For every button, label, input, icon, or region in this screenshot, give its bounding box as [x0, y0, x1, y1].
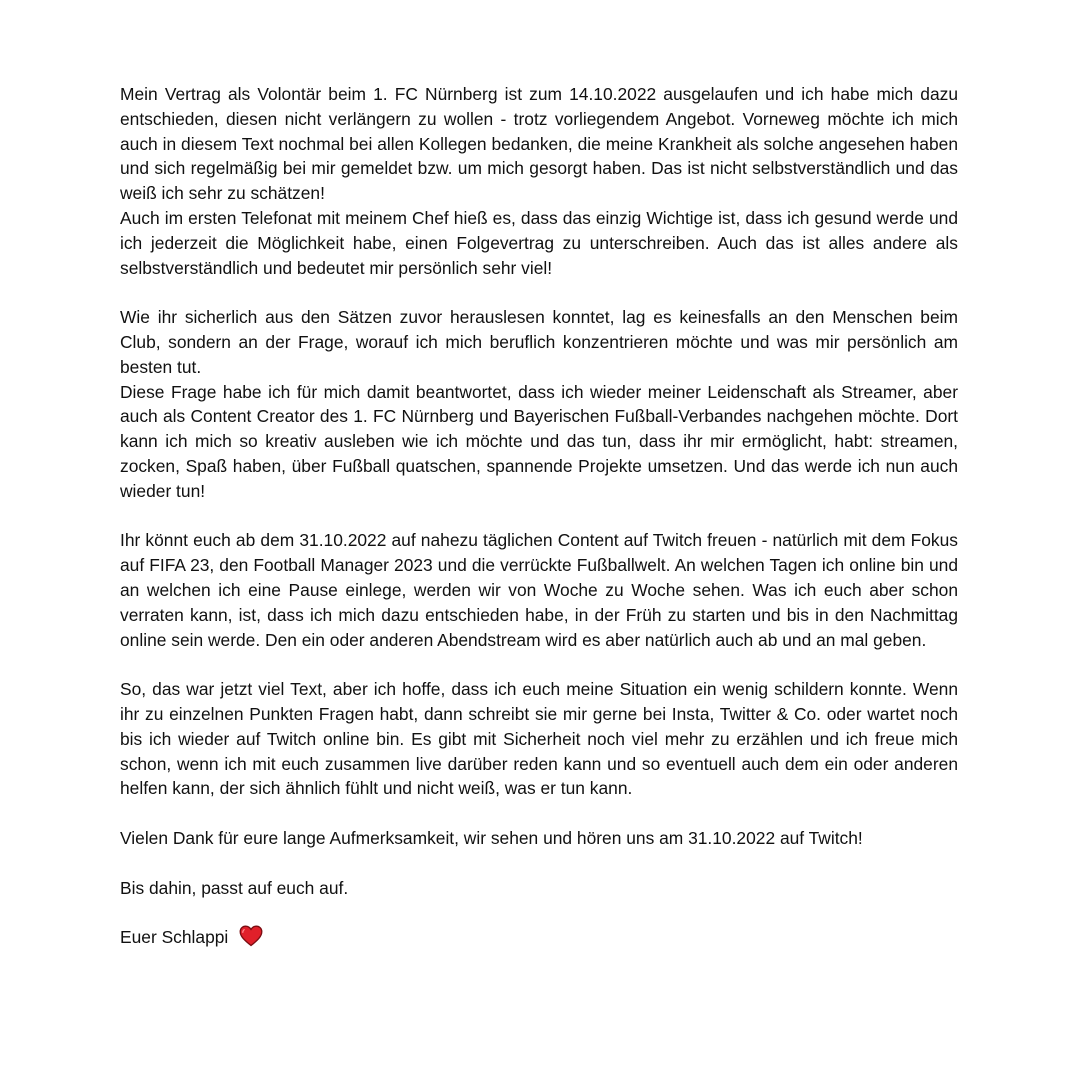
text-line: Auch im ersten Telefonat mit meinem Chef hieß es, dass das einzig Wichtige ist, dass ich gesund werde und ich jederzeit die Möglichkeit habe, einen Folgevertrag zu unterschreiben. Auch das ist alles andere als selbstverständlich und bedeutet mir persönlich sehr viel! [120, 207, 958, 278]
paragraph-decision [120, 305, 958, 503]
signature-text: Euer Schlappi [120, 927, 229, 948]
text-line: Ihr könnt euch ab dem 31.10.2022 auf nahezu täglichen Content auf Twitch freuen - natürlich mit dem Fokus auf FIFA 23, den Football Manager 2023 und die verrückte Fußballwelt. An welchen Tagen ich online bin und an welchen ich eine Pause einlege, werden wir von Woche zu Woche sehen. Was ich euch aber schon verraten kann, ist, dass ich mich dazu entschieden habe, in der Früh zu starten und bis in den Nachmittag online sein werde. Den ein oder anderen Abendstream wird es aber natürlich auch ab und an mal geben. [120, 530, 958, 650]
paragraph-thanks [120, 826, 958, 851]
text-line: Wie ihr sicherlich aus den Sätzen zuvor herauslesen konntet, lag es keinesfalls an den Menschen beim Club, sondern an der Frage, worauf ich mich beruflich konzentrieren möchte und was mir persönlich am besten tut. [120, 307, 958, 377]
text-line: So, das war jetzt viel Text, aber ich hoffe, dass ich euch meine Situation ein wenig schildern konnte. Wenn ihr zu einzelnen Punkten Fragen habt, dann schreibt sie mir gerne bei Insta, Twitter & Co. oder wartet noch bis ich wieder auf Twitch online bin. Es gibt mit Sicherheit noch viel mehr zu erzählen und ich freue mich schon, wenn ich mit euch zusammen live darüber reden kann und so eventuell auch dem ein oder anderen helfen kann, der sich ähnlich fühlt und nicht weiß, was er tun kann. [120, 679, 958, 799]
text-line: Diese Frage habe ich für mich damit beantwortet, dass ich wieder meiner Leidenschaft als Streamer, aber auch als Content Creator des 1. FC Nürnberg und Bayerischen Fußball-Verbandes nachgehen möchte. Dort kann ich mich so kreativ ausleben wie ich möchte und das tun, dass ihr mir ermöglicht, habt: streamen, zocken, Spaß haben, über Fußball quatschen, spannende Projekte umsetzen. Und das werde ich nun auch wieder tun! [120, 381, 958, 501]
paragraph-twitch-content [120, 528, 958, 652]
document-page [120, 82, 958, 950]
paragraph-farewell [120, 876, 958, 901]
paragraph-questions [120, 677, 958, 801]
text-line: Bis dahin, passt auf euch auf. [120, 877, 349, 898]
text-line: Vielen Dank für eure lange Aufmerksamkeit, wir sehen und hören uns am 31.10.2022 auf Twitch! [120, 827, 863, 848]
signature-line [120, 925, 958, 950]
heart-icon [239, 925, 263, 947]
paragraph-contract [120, 82, 958, 280]
text-line: Mein Vertrag als Volontär beim 1. FC Nürnberg ist zum 14.10.2022 ausgelaufen und ich habe mich dazu entschieden, diesen nicht verlängern zu wollen - trotz vorliegendem Angebot. Vorneweg möchte ich mich auch in diesem Text nochmal bei allen Kollegen bedanken, die meine Krankheit als solche angesehen haben und sich regelmäßig bei mir gemeldet bzw. um mich gesorgt haben. Das ist nicht selbstverständlich und das weiß ich sehr zu schätzen! [120, 84, 958, 204]
